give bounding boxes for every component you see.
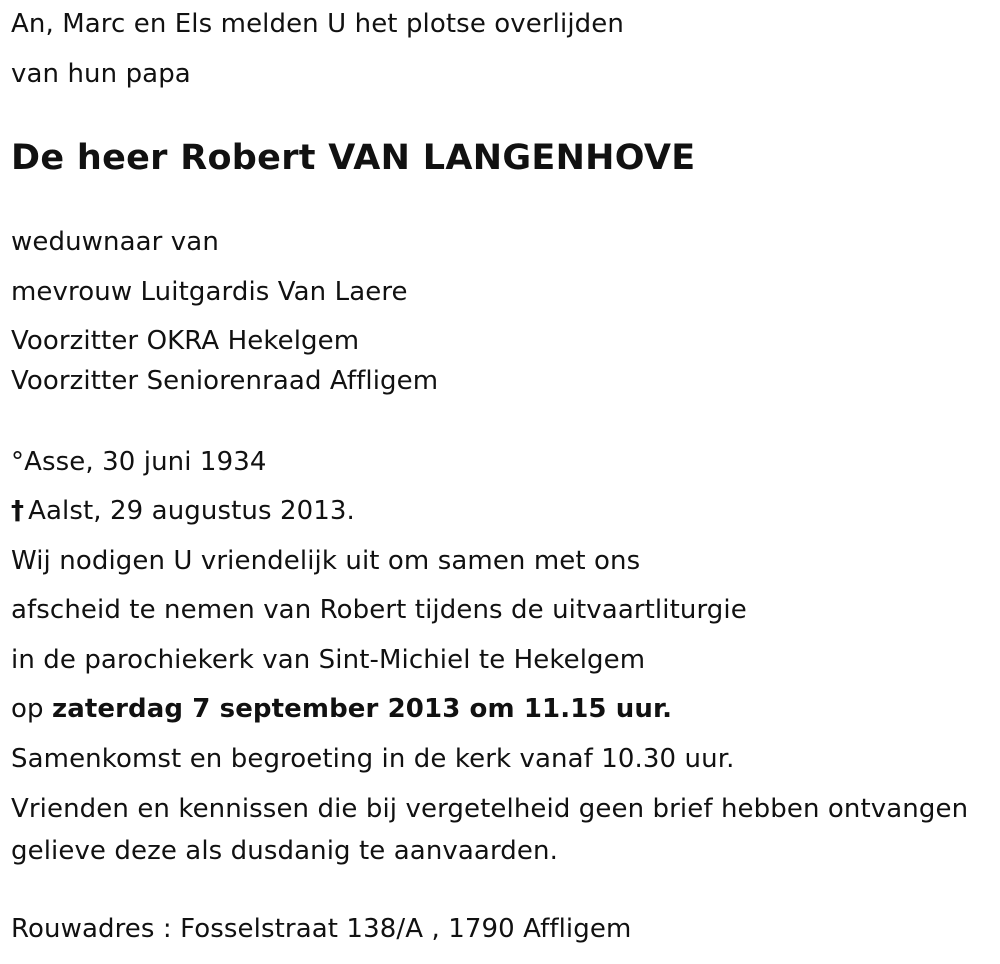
death-date: Aalst, 29 augustus 2013. — [28, 496, 355, 526]
invitation-line-1: Wij nodigen U vriendelijk uit om samen met ons — [11, 546, 641, 576]
mourning-address: Rouwadres : Fosselstraat 138/A , 1790 Affligem — [11, 914, 632, 944]
cross-icon: † — [11, 496, 25, 526]
deceased-name: De heer Robert VAN LANGENHOVE — [11, 138, 696, 178]
death-date-line — [11, 497, 355, 526]
service-date: zaterdag 7 september 2013 om 11.15 uur. — [52, 694, 673, 724]
invitation-line-2: afscheid te nemen van Robert tijdens de uitvaartliturgie — [11, 595, 747, 625]
gathering-info: Samenkomst en begroeting in de kerk vanaf 10.30 uur. — [11, 744, 735, 774]
invitation-line-3: in de parochiekerk van Sint-Michiel te Hekelgem — [11, 645, 646, 675]
note-line-2: gelieve deze als dusdanig te aanvaarden. — [11, 836, 558, 866]
role-seniorenraad: Voorzitter Seniorenraad Affligem — [11, 366, 439, 396]
birth-date: °Asse, 30 juni 1934 — [11, 447, 267, 477]
note-line-1: Vrienden en kennissen die bij vergetelheid geen brief hebben ontvangen — [11, 794, 969, 824]
intro-line-1: An, Marc en Els melden U het plotse overlijden — [11, 9, 624, 39]
service-date-prefix: op — [11, 694, 44, 724]
intro-line-2: van hun papa — [11, 59, 191, 89]
service-date-line — [11, 695, 672, 724]
widower-label: weduwnaar van — [11, 227, 219, 257]
spouse-name: mevrouw Luitgardis Van Laere — [11, 277, 408, 307]
role-okra: Voorzitter OKRA Hekelgem — [11, 326, 360, 356]
